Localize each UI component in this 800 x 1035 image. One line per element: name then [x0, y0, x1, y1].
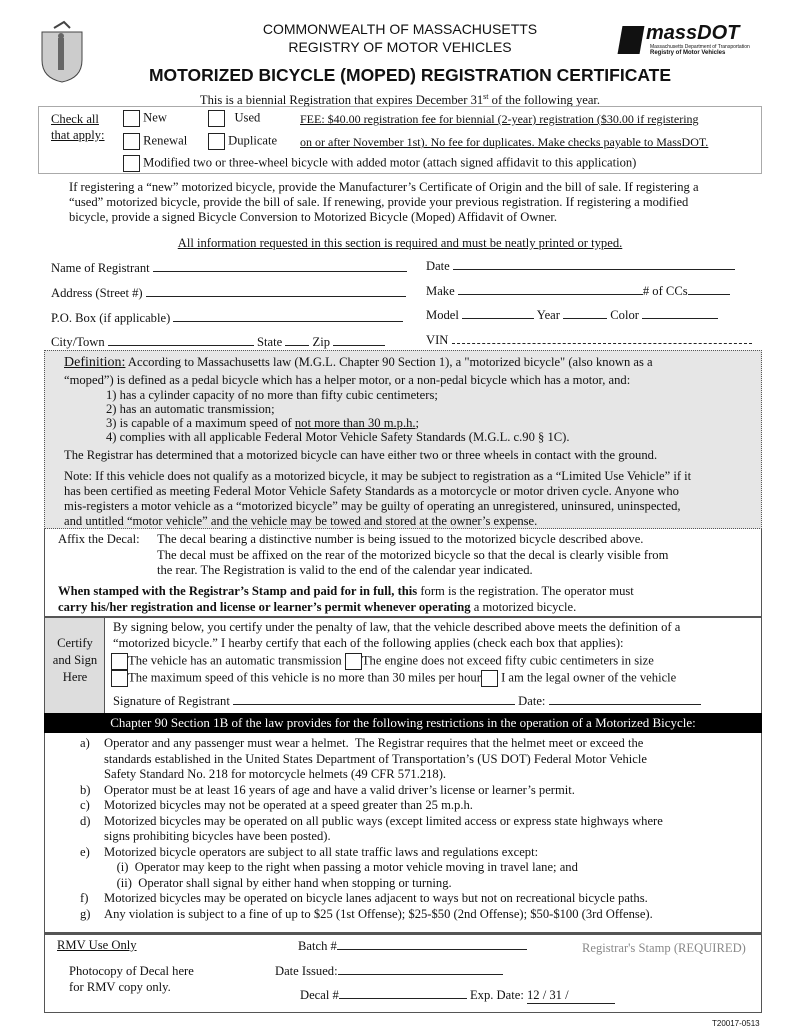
- definition-item: 4) complies with all applicable Federal Motor Vehicle Safety Standards (M.G.L. c.90 § 1C).: [106, 430, 570, 444]
- name-field[interactable]: [153, 260, 407, 272]
- header-line1: COMMONWEALTH OF MASSACHUSETTS: [262, 21, 538, 37]
- city-label: City/Town: [51, 335, 105, 349]
- model-field[interactable]: [462, 307, 534, 319]
- fee-line2: on or after November 1st). No fee for duplicates. Make checks payable to MassDOT.: [300, 135, 709, 149]
- restriction-item: [80, 783, 575, 798]
- massdot-logo: massDOT Massachusetts Department of Transportation Registry of Motor Vehicles: [620, 24, 760, 58]
- modified-checkbox[interactable]: [123, 155, 140, 172]
- restriction-text: signs prohibiting bicycles have been posted).: [104, 829, 331, 843]
- restriction-text: Operator and any passenger must wear a helmet. The Registrar requires that the helmet meet or exceed the: [104, 736, 644, 750]
- duplicate-checkbox[interactable]: [208, 133, 225, 150]
- certify-side-text: Here: [62, 670, 88, 684]
- used-checkbox[interactable]: [208, 110, 225, 127]
- signature-field[interactable]: [233, 693, 515, 705]
- definition-item: 3) is capable of a maximum speed of: [106, 416, 295, 430]
- zip-field[interactable]: [333, 334, 385, 346]
- year-label: Year: [536, 308, 560, 322]
- color-label: Color: [610, 308, 639, 322]
- vin-label: VIN: [426, 333, 449, 347]
- restriction-item: [80, 752, 647, 767]
- intro-text: If registering a “new” motorized bicycle, provide the Manufacturer’s Certificate of Origin and the bill of sale. If registering a: [69, 180, 699, 194]
- pobox-label: P.O. Box (if applicable): [51, 311, 171, 325]
- address-label: Address (Street #): [51, 286, 143, 300]
- note-text: and untitled “motor vehicle” and the vehicle may be towed and stored at the owner’s expense.: [64, 514, 538, 528]
- restriction-text: Any violation is subject to a fine of up to $25 (1st Offense); $25-$50 (2nd Offense); $50-$100 (3rd Offense).: [104, 906, 653, 921]
- restriction-text: Motorized bicycle operators are subject to all state traffic laws and regulations except:: [104, 844, 539, 859]
- restriction-item: [80, 767, 446, 782]
- address-field[interactable]: [146, 285, 406, 297]
- restriction-item: [80, 876, 452, 891]
- ccs-field[interactable]: [688, 283, 730, 295]
- renewal-label: Renewal: [143, 133, 188, 148]
- decal-text: the rear. The Registration is valid to the end of the calendar year indicated.: [157, 563, 533, 577]
- photocopy-note: for RMV copy only.: [69, 980, 171, 994]
- exp-date-label: Exp. Date:: [469, 988, 524, 1002]
- certify-text: By signing below, you certify under the penalty of law, that the vehicle described above meets the definition of a: [113, 620, 681, 634]
- duplicate-label: Duplicate: [228, 133, 278, 148]
- intro-text: “used” motorized bicycle, provide the bill of sale. If renewing, provide your previous registration. If registering a modified: [69, 195, 689, 209]
- renewal-checkbox[interactable]: [123, 133, 140, 150]
- truck-icon: [618, 26, 645, 54]
- year-field[interactable]: [563, 307, 607, 319]
- ccs-label: # of CCs: [642, 284, 688, 298]
- wheels-text: The Registrar has determined that a motorized bicycle can have either two or three wheels in contact with the ground.: [64, 448, 658, 462]
- model-label: Model: [426, 308, 459, 322]
- definition-item: 1) has a cylinder capacity of no more than fifty cubic centimeters;: [106, 388, 438, 402]
- speed-end: ;: [415, 416, 420, 430]
- certify-date-field[interactable]: [549, 693, 701, 705]
- photocopy-note: Photocopy of Decal here: [69, 964, 194, 978]
- restriction-text: Motorized bicycles may be operated on bicycle lanes adjacent to ways but not on recreational bicycle paths.: [104, 891, 648, 905]
- make-label: Make: [426, 284, 455, 298]
- stamp-text: When stamped with the Registrar’s Stamp and paid for in full, this: [58, 584, 418, 598]
- date-label: Date: [426, 259, 450, 273]
- restriction-item: [80, 829, 331, 844]
- restriction-text: Safety Standard No. 218 for motorcycle helmets (49 CFR 571.218).: [104, 767, 447, 781]
- check-label-2: that apply:: [51, 128, 105, 142]
- zip-label: Zip: [312, 335, 331, 349]
- definition-text: “moped”) is defined as a pedal bicycle which has a helper motor, or a non-pedal bicycle which has a motor, and:: [64, 373, 631, 387]
- header-line2: REGISTRY OF MOTOR VEHICLES: [288, 39, 512, 55]
- restriction-item: [80, 814, 663, 829]
- carry-text: carry his/her registration and license or learner’s permit whenever operating: [58, 600, 471, 614]
- restriction-item: [80, 798, 473, 813]
- restriction-marker: d): [80, 813, 91, 828]
- form-title: MOTORIZED BICYCLE (MOPED) REGISTRATION CERTIFICATE: [148, 65, 672, 85]
- automatic-transmission-checkbox[interactable]: [111, 653, 128, 670]
- engine-size-checkbox[interactable]: [345, 653, 362, 670]
- new-checkbox[interactable]: [123, 110, 140, 127]
- owner-label: I am the legal owner of the vehicle: [501, 670, 677, 685]
- speed-limit: not more than 30 m.p.h.: [294, 416, 416, 430]
- definition-heading: Definition:: [64, 355, 126, 370]
- certify-side-text: and Sign: [52, 653, 98, 667]
- stamp-text-rest: form is the registration. The operator must: [417, 584, 634, 598]
- date-issued-label: Date Issued:: [275, 964, 338, 978]
- form-number: T20017-0513: [712, 1019, 760, 1028]
- certify-side-text: Certify: [57, 636, 93, 650]
- restriction-item: [80, 736, 643, 751]
- check-label: Check all: [51, 112, 99, 126]
- restriction-item: [80, 845, 538, 860]
- restriction-item: [80, 860, 578, 875]
- restriction-marker: g): [80, 906, 91, 921]
- restriction-text: Motorized bicycles may not be operated at a speed greater than 25 m.p.h.: [104, 798, 473, 812]
- definition-text: According to Massachusetts law (M.G.L. Chapter 90 Section 1), a "motorized bicycle" (also known as a: [125, 355, 653, 369]
- biennial-note: This is a biennial Registration that expires December 31st of the following year.: [199, 92, 601, 108]
- certify-text: “motorized bicycle.” I hearby certify that each of the following applies (check each box that applies):: [113, 636, 624, 650]
- certify-date-label: Date:: [518, 694, 546, 708]
- decal-number-field[interactable]: [339, 987, 467, 999]
- restriction-marker: e): [80, 844, 90, 859]
- legal-owner-checkbox[interactable]: [481, 670, 498, 687]
- intro-text: bicycle, provide a signed Bicycle Conversion to Motorized Bicycle (Moped) Affidavit of Owner.: [69, 210, 558, 224]
- date-field[interactable]: [453, 258, 735, 270]
- new-label: New: [143, 110, 167, 125]
- decal-text: The decal bearing a distinctive number is being issued to the motorized bicycle described above.: [157, 532, 644, 546]
- color-field[interactable]: [642, 307, 718, 319]
- batch-label: Batch #: [298, 939, 337, 953]
- decal-number-label: Decal #: [300, 988, 339, 1002]
- date-issued-field[interactable]: [338, 963, 503, 975]
- restriction-marker: c): [80, 798, 90, 812]
- engine-label: The engine does not exceed fifty cubic centimeters in size: [361, 653, 654, 668]
- definition-item: 2) has an automatic transmission;: [106, 402, 275, 416]
- restriction-text: Motorized bicycles may be operated on all public ways (except limited access or express state highways where: [104, 813, 663, 828]
- restriction-marker: b): [80, 782, 91, 797]
- restriction-item: [80, 891, 648, 906]
- speed-label: The maximum speed of this vehicle is no more than 30 miles per hour: [128, 670, 481, 685]
- restriction-text: Operator must be at least 16 years of age and have a valid driver’s license or learner’s permit.: [104, 782, 575, 797]
- note-text: Note: If this vehicle does not qualify as a motorized bicycle, it may be subject to registration as a “Limited Use Vehicle” if it: [64, 469, 692, 483]
- used-label: Used: [234, 110, 261, 125]
- restriction-text: standards established in the United States Department of Transportation’s (US DOT) Federal Motor Vehicle: [104, 751, 647, 766]
- restriction-text: (ii) Operator shall signal by either hand when stopping or turning.: [104, 875, 452, 890]
- restriction-marker: a): [80, 736, 90, 750]
- restrictions-banner: Chapter 90 Section 1B of the law provides for the following restrictions in the operation of a Motorized Bicycle:: [44, 713, 762, 733]
- state-label: State: [257, 335, 283, 349]
- state-field[interactable]: [285, 334, 309, 346]
- max-speed-checkbox[interactable]: [111, 670, 128, 687]
- restriction-marker: f): [80, 891, 89, 905]
- rmv-title: RMV Use Only: [57, 938, 137, 952]
- decal-text: The decal must be affixed on the rear of the motorized bicycle so that the decal is clearly visible from: [157, 548, 669, 562]
- exp-date-field[interactable]: 12 / 31 /: [527, 988, 615, 1004]
- note-text: mis-registers a motor vehicle as a “motorized bicycle” may be guilty of operating an unregistered, uninsured, uninspected,: [64, 499, 681, 513]
- city-field[interactable]: [108, 334, 254, 346]
- registrars-stamp-label: Registrar's Stamp (REQUIRED): [582, 941, 746, 955]
- fee-line1: FEE: $40.00 registration fee for biennial (2-year) registration ($30.00 if registering: [300, 112, 699, 126]
- pobox-field[interactable]: [173, 310, 403, 322]
- note-text: has been certified as meeting Federal Motor Vehicle Safety Standards as a motorcycle or motor driven cycle. Anyone who: [64, 484, 679, 498]
- batch-field[interactable]: [337, 938, 527, 950]
- carry-text-rest: a motorized bicycle.: [470, 600, 577, 614]
- required-note: All information requested in this section is required and must be neatly printed or typed.: [177, 236, 623, 250]
- name-label: Name of Registrant: [51, 261, 150, 275]
- signature-label: Signature of Registrant: [113, 694, 230, 708]
- vin-field[interactable]: [452, 332, 752, 344]
- make-field[interactable]: [458, 283, 643, 295]
- restriction-text: (i) Operator may keep to the right when passing a motor vehicle moving in travel lane; and: [104, 860, 578, 874]
- decal-label: Affix the Decal:: [58, 532, 140, 546]
- modified-label: Modified two or three-wheel bicycle with added motor (attach signed affidavit to this application): [143, 155, 637, 170]
- auto-label: The vehicle has an automatic transmission: [128, 653, 342, 668]
- restriction-item: [80, 907, 653, 922]
